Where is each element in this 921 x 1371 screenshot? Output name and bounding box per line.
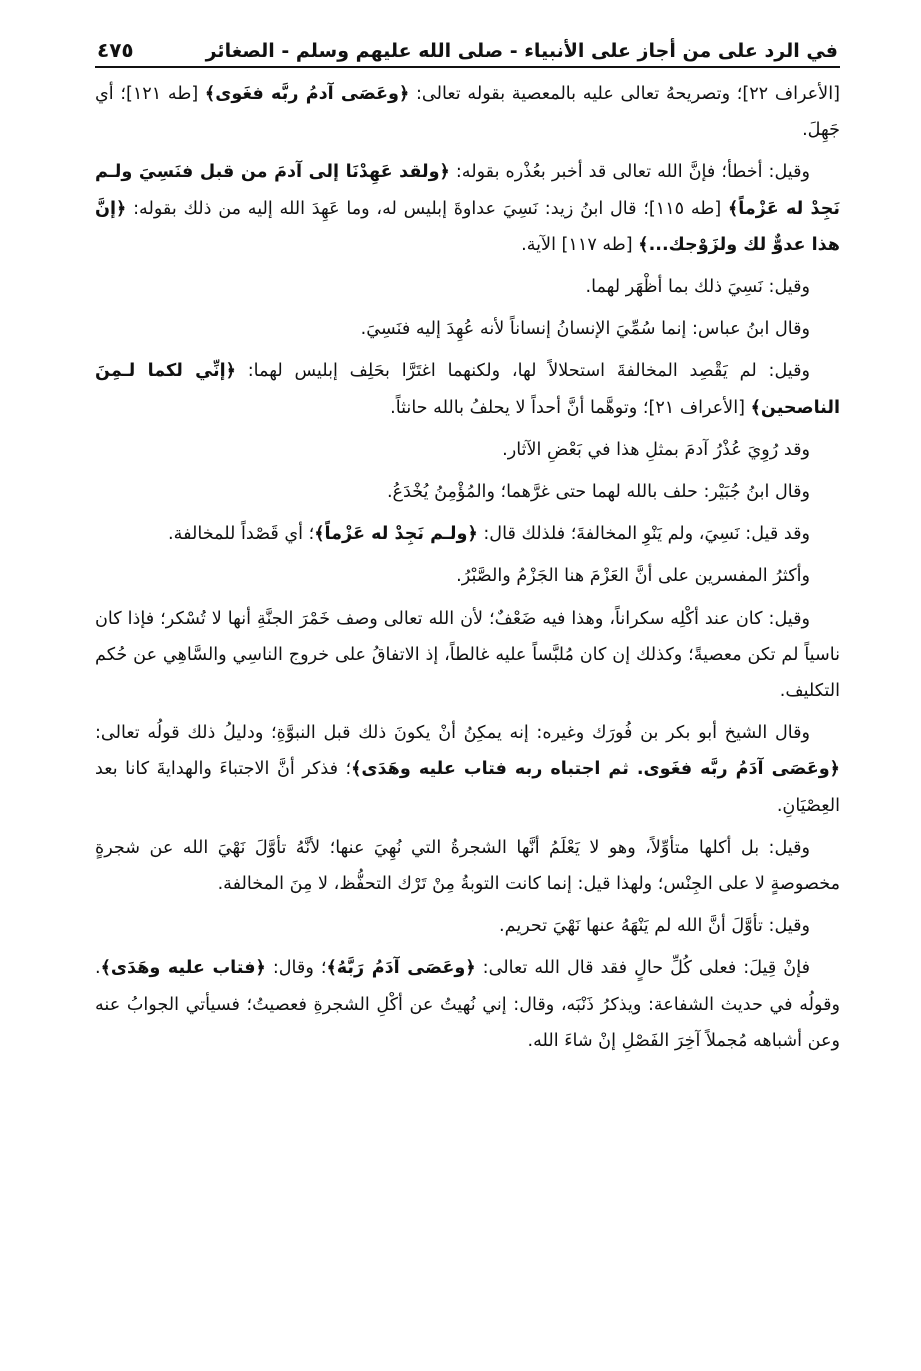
paragraph-text: وقال ابنُ عباس: إنما سُمِّيَ الإنسانُ إنساناً لأنه عُهِدَ إليه فنَسِيَ. (360, 319, 810, 340)
paragraph (95, 830, 840, 902)
paragraph (95, 269, 840, 305)
paragraph (95, 432, 840, 468)
paragraph-text: [طه ١١٧] الآية. (521, 234, 639, 255)
paragraph (95, 715, 840, 824)
quran-quote: ﴿إنَّ هذا عدوٌّ لك ولزَوْجك...﴾ (95, 198, 840, 255)
running-title: في الرد على من أجاز على الأنبياء - صلى الله عليهم وسلم - الصغائر (205, 40, 838, 62)
paragraph (95, 311, 840, 347)
paragraph (95, 558, 840, 594)
paragraph-text: . وقولُه في حديث الشفاعة: ويذكرُ ذَنْبَه، وقال: إني نُهيتُ عن أكْلِ الشجرةِ فعصيتُ؛ فسيأتي الجوابُ عنه وعن أشباهه مُجملاً آخِرَ الفَصْلِ إنْ شاءَ الله. (95, 958, 840, 1051)
quran-quote: ﴿وعَصَى آدَمُ ربَّه فغَوى. ثم اجتباه ربه فتاب عليه وهَدَى﴾ (351, 759, 840, 780)
paragraph-text: ؛ وقال: (265, 958, 327, 979)
paragraph-text: وقد رُوِيَ عُذْرُ آدمَ بمثلِ هذا في بَعْضِ الآثار. (502, 439, 810, 460)
paragraph (95, 353, 840, 425)
paragraph (95, 908, 840, 944)
running-header (95, 38, 840, 68)
paragraph-text: وقيل: لم يَقْصِد المخالفةَ استحلالاً لها، ولكنهما اغتَرَّا بحَلِف إبليس لهما: (235, 361, 810, 382)
page-number: ٤٧٥ (97, 38, 134, 62)
paragraph-text: [طه ١١٥]؛ قال ابنُ زيد: نَسِيَ عداوةَ إبليس له، وما عَهِدَ الله إليه من ذلك بقوله: (126, 198, 728, 219)
paragraph-text: [الأعراف ٢١]؛ وتوهَّما أنَّ أحداً لا يحلفُ بالله حانثاً. (390, 397, 751, 418)
paragraph-text: فإنْ قِيلَ: فعلى كُلِّ حالٍ فقد قال الله تعالى: (475, 958, 810, 979)
paragraph-text: ؛ أي قَصْداً للمخالفة. (168, 524, 315, 545)
paragraph-text: وقال ابنُ جُبَيْر: حلف بالله لهما حتى غرَّهما؛ والمُؤْمِنُ يُخْدَعُ. (386, 482, 810, 503)
paragraph (95, 154, 840, 263)
paragraph-text: وقيل: نَسِيَ ذلك بما أظْهَر لهما. (585, 277, 810, 298)
quran-quote: ﴿إنِّي لكما لـمِنَ الناصحين﴾ (95, 361, 840, 418)
quran-quote: ﴿وعَصَى آدمُ ربَّه فغَوى﴾ (204, 84, 410, 104)
page-body (95, 76, 840, 1059)
paragraph (95, 474, 840, 510)
paragraph-text: وأكثرُ المفسرين على أنَّ العَزْمَ هنا الجَزْمُ والصَّبْرُ. (456, 566, 810, 587)
paragraph-text: ؛ فذكر أنَّ الاجتباءَ والهدايةَ كانا بعد العِصْيَانِ. (95, 759, 840, 816)
quran-quote: ﴿فتاب عليه وهَدَى﴾ (100, 958, 266, 979)
paragraph (95, 601, 840, 710)
book-page (95, 38, 840, 1065)
paragraph-text: وقد قيل: نَسِيَ، ولم يَنْوِ المخالفةَ؛ فلذلك قال: (477, 524, 810, 545)
paragraph-text: وقيل: أخطأ؛ فإنَّ الله تعالى قد أخبر بعُذْره بقوله: (449, 162, 810, 183)
paragraph-text: وقيل: بل أكلها متأوِّلاً، وهو لا يَعْلَمُ أنَّها الشجرةُ التي نُهِيَ عنها؛ لأنَّهُ تأوَّلَ نَهْيَ الله عن شجرةٍ مخصوصةٍ لا على الجِنْس؛ ولهذا قيل: إنما كانت التوبةُ مِنْ تَرْك التحفُّظ، لا مِنَ المخالفة. (95, 837, 840, 895)
quran-quote: ﴿وعَصَى آدَمُ رَبَّهُ﴾ (326, 958, 476, 979)
paragraph-text: وقيل: تأوَّلَ أنَّ الله لم يَنْهَهُ عنها نَهْيَ تحريم. (499, 916, 810, 937)
paragraph-text: وقيل: كان عند أكْلِه سكراناً، وهذا فيه ضَعْفٌ؛ لأن الله تعالى وصف خَمْرَ الجنَّةِ أنها لا تُسْكر؛ فإذا كان ناسياً لم تكن معصيةً؛ وكذلك إن كان مُلبَّساً عليه غالطاً، إذ الاتفاقُ على خروج الناسِي والسَّاهِي عن حُكم التكليف. (95, 608, 840, 702)
quran-quote: ﴿ولـم نَجِدْ له عَزْماً﴾ (314, 524, 478, 545)
paragraph-text: وقال الشيخ أبو بكر بن فُورَك وغيره: إنه يمكِنُ أنْ يكونَ ذلك قبل النبوَّةِ؛ ودليلُ ذلك قولُه تعالى: (95, 723, 810, 744)
paragraph (95, 516, 840, 552)
quran-quote: ﴿ولقد عَهِدْنَا إلى آدمَ من قبل فنَسِيَ ولـم نَجِدْ له عَزْماً﴾ (95, 162, 840, 219)
paragraph (95, 950, 840, 1059)
paragraph-text: [الأعراف ٢٢]؛ وتصريحهُ تعالى عليه بالمعصية بقوله تعالى: (409, 84, 840, 104)
paragraph (95, 76, 840, 148)
paragraph-text: [طه ١٢١]؛ أي جَهِلَ. (95, 84, 840, 141)
